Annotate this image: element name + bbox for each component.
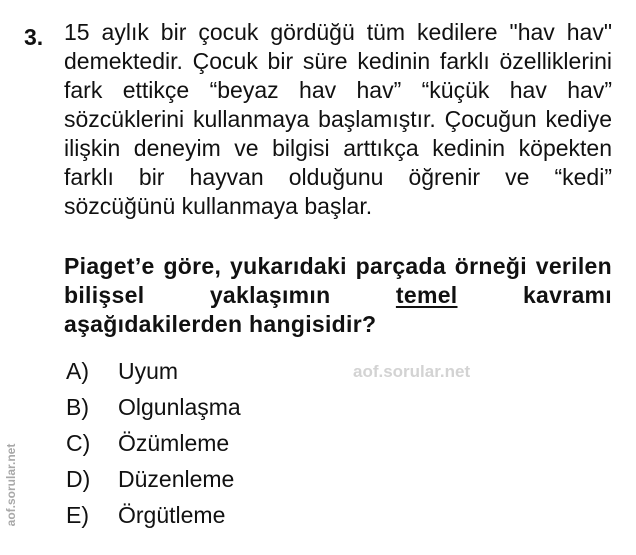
- option-text: Uyum: [118, 358, 179, 384]
- question-number: 3.: [24, 24, 44, 50]
- question-prompt: [64, 252, 612, 339]
- prompt-text-after: kavramı aşağıdakilerden hangisidir?: [64, 282, 612, 337]
- prompt-underlined-word: temel: [395, 282, 458, 308]
- option-e[interactable]: [66, 502, 241, 538]
- watermark: aof.sorular.net: [353, 362, 471, 381]
- question-stem: 15 aylık bir çocuk gördüğü tüm kedilere "hav hav" demektedir. Çocuk bir süre kedinin farklı özelliklerini fark ettikçe “beyaz hav hav” “küçük hav hav” sözcüklerini kullanmaya başlamıştır. Çocuğun kediye ilişkin deneyim ve bilgisi arttıkça kedinin köpekten farklı bir hayvan olduğunu öğrenir ve “kedi” sözcüğünü kullanmaya başlar.: [64, 19, 612, 219]
- option-c[interactable]: [66, 430, 241, 466]
- option-letter: A): [66, 358, 89, 384]
- answer-options: [66, 358, 241, 538]
- option-letter: B): [66, 394, 89, 420]
- option-letter: E): [66, 502, 89, 528]
- prompt-text-before: Piaget’e göre, yukarıdaki parçada örneği verilen bilişsel yaklaşımın: [64, 253, 612, 308]
- option-letter: C): [66, 430, 91, 456]
- option-text: Örgütleme: [118, 502, 226, 528]
- option-text: Özümleme: [118, 430, 230, 456]
- option-text: Düzenleme: [118, 466, 235, 492]
- side-watermark: aof.sorular.net: [4, 443, 18, 527]
- option-letter: D): [66, 466, 91, 492]
- option-a[interactable]: [66, 358, 241, 394]
- option-b[interactable]: [66, 394, 241, 430]
- option-d[interactable]: [66, 466, 241, 502]
- option-text: Olgunlaşma: [118, 394, 241, 420]
